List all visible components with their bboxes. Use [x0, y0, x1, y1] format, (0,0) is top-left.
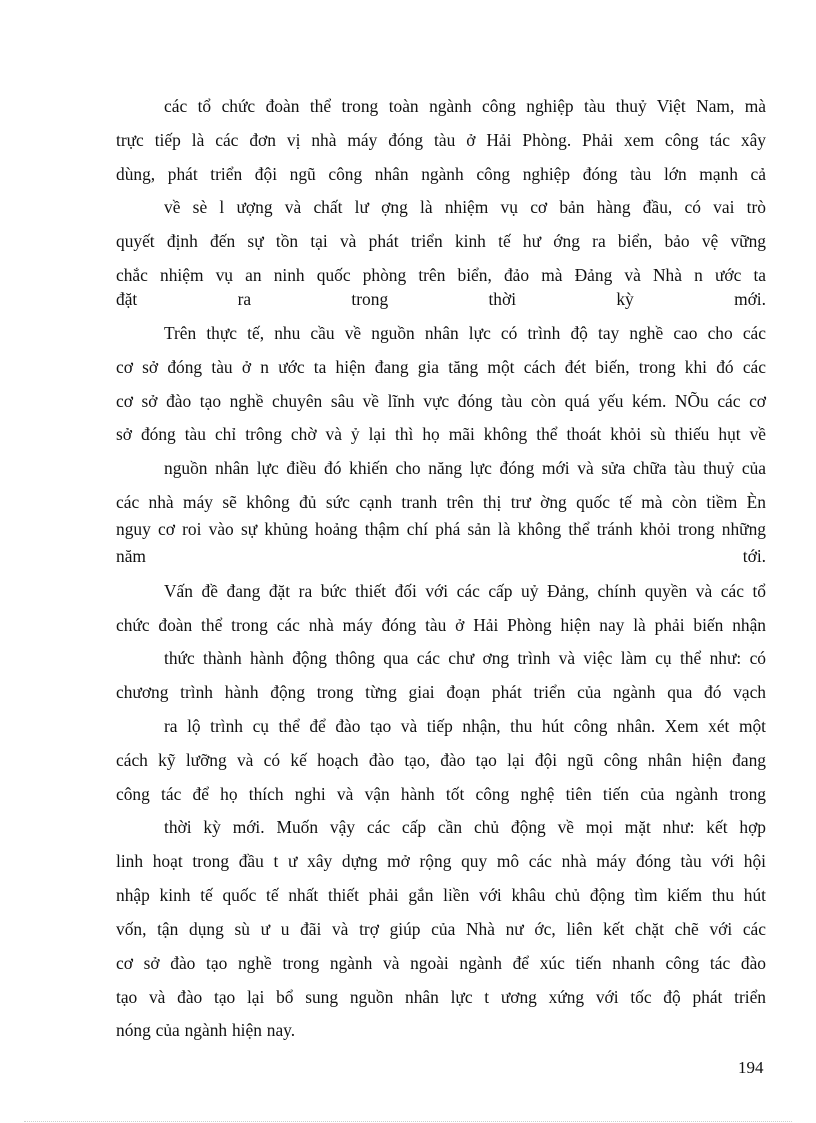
- text-line: sở đóng tàu chỉ trông chờ và ỷ lại thì họ mãi không thể thoát khỏi sù thiếu hụt về: [116, 424, 766, 444]
- text-line: nguy cơ roi vào sự khủng hoảng thậm chí phá sản là không thể tránh khỏi trong những: [116, 519, 766, 539]
- text-line: Trên thực tế, nhu cầu về nguồn nhân lực có trình độ tay nghề cao cho các: [164, 323, 766, 343]
- text-line: Vấn đề đang đặt ra bức thiết đối với các cấp uỷ Đảng, chính quyền và các tổ: [164, 581, 766, 601]
- text-line: cách kỹ lưỡng và có kế hoạch đào tạo, đào tạo lại đội ngũ công nhân hiện đang: [116, 750, 766, 770]
- text-line: tạo và đào tạo lại bổ sung nguồn nhân lực t ương xứng với tốc độ phát triển: [116, 987, 766, 1007]
- text-line: các nhà máy sẽ không đủ sức cạnh tranh trên thị trư ờng quốc tế mà còn tiềm Èn: [116, 492, 766, 512]
- text-line: nóng của ngành hiện nay.: [116, 1020, 296, 1040]
- text-line: nguồn nhân lực điều đó khiến cho năng lực đóng mới và sửa chữa tàu thuỷ của: [164, 458, 766, 478]
- text-line: về sè l ượng và chất lư ợng là nhiệm vụ cơ bản hàng đầu, có vai trò: [164, 197, 766, 217]
- text-line: cơ sở đóng tàu ở n ước ta hiện đang gia tăng một cách đét biến, trong khi đó các: [116, 357, 766, 377]
- page-number: 194: [738, 1058, 764, 1077]
- text-line: trực tiếp là các đơn vị nhà máy đóng tàu ở Hải Phòng. Phải xem công tác xây: [116, 130, 766, 150]
- text-line: linh hoạt trong đầu t ư xây dựng mở rộng quy mô các nhà máy đóng tàu với hội: [116, 851, 766, 871]
- text-line: chức đoàn thể trong các nhà máy đóng tàu ở Hải Phòng hiện nay là phải biến nhận: [116, 615, 766, 635]
- page-bottom-divider: [24, 1121, 792, 1122]
- text-line: cơ sở đào tạo nghề chuyên sâu về lĩnh vực đóng tàu còn quá yếu kém. NÕu các cơ: [116, 391, 766, 411]
- text-line: công tác để họ thích nghi và vận hành tốt công nghệ tiên tiến của ngành trong: [116, 784, 766, 804]
- text-line: chắc nhiệm vụ an ninh quốc phòng trên biển, đảo mà Đảng và Nhà n ước ta: [116, 265, 766, 285]
- text-line: cơ sở đào tạo nghề trong ngành và ngoài ngành để xúc tiến nhanh công tác đào: [116, 953, 766, 973]
- text-line: ra lộ trình cụ thể để đào tạo và tiếp nhận, thu hút công nhân. Xem xét một: [164, 716, 766, 736]
- text-line: vốn, tận dụng sù ư u đãi và trợ giúp của Nhà nư ớc, liên kết chặt chẽ với các: [116, 919, 766, 939]
- text-line: chương trình hành động trong từng giai đoạn phát triển của ngành qua đó vạch: [116, 682, 766, 702]
- text-line: đặt ra trong thời kỳ mới.: [116, 289, 766, 309]
- text-line: thức thành hành động thông qua các chư ơng trình và việc làm cụ thể như: có: [164, 648, 766, 668]
- text-line: nhập kinh tế quốc tế nhất thiết phải gắn liền với khâu chủ động tìm kiếm thu hút: [116, 885, 766, 905]
- text-line: dùng, phát triển đội ngũ công nhân ngành công nghiệp đóng tàu lớn mạnh cả: [116, 164, 766, 184]
- text-line: năm tới.: [116, 546, 766, 566]
- text-line: các tổ chức đoàn thể trong toàn ngành công nghiệp tàu thuỷ Việt Nam, mà: [164, 96, 766, 116]
- text-line: thời kỳ mới. Muốn vậy các cấp cần chủ động về mọi mặt như: kết hợp: [164, 817, 766, 837]
- text-line: quyết định đến sự tồn tại và phát triển kinh tế hư ớng ra biển, bảo vệ vững: [116, 231, 766, 251]
